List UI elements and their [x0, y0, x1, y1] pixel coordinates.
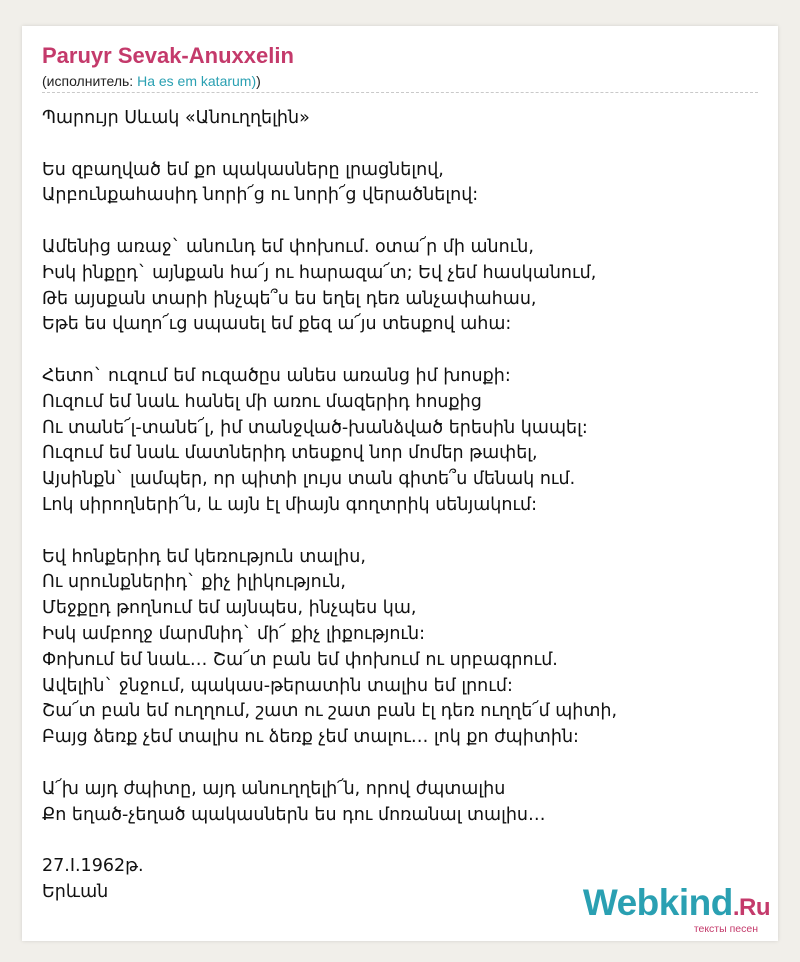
stanza-gap [42, 519, 758, 545]
lyric-line: Ես զբաղված եմ քո պակասները լրացնելով, [42, 159, 444, 180]
performer-link[interactable]: Ha es em katarum) [137, 73, 257, 89]
stanza-gap [42, 132, 758, 158]
lyric-line: Եթե ես վաղո՜ւց սպասել եմ քեզ ա՜յս տեսքով ահա: [42, 314, 512, 335]
lyric-line: Քո եղած-չեղած պակասներն ես դու մոռանալ տալիս… [42, 804, 546, 825]
performer-prefix: (исполнитель: [42, 73, 138, 89]
header-divider [42, 92, 758, 93]
song-header [42, 42, 758, 90]
stanza-gap [42, 209, 758, 235]
lyric-line: Լոկ սիրողների՜ն, և այն էլ միայն գողտրիկ սենյակում: [42, 494, 538, 515]
content-card [22, 26, 778, 941]
lyric-line: Ու տանե՜լ-տանե՜լ, իմ տանջված-խանձված երեսին կապել: [42, 417, 588, 438]
lyric-line: Այսինքն` լամպեր, որ պիտի լույս տան գիտե՞ս մենակ ում. [42, 469, 576, 490]
lyric-line: Ուզում եմ նաև մատներիդ տեսքով նոր մոմեր թափել, [42, 443, 538, 464]
lyric-line: Թե այսքան տարի ինչպե՞ս ես եղել դեռ անչափահաս, [42, 288, 537, 309]
lyric-line: Իսկ ինքըդ` այնքան հա՜յ ու հարազա՜տ; Եվ չեմ հասկանում, [42, 262, 597, 283]
lyric-line: 27.I.1962թ. [42, 856, 144, 877]
performer-suffix: ) [256, 73, 261, 89]
lyric-line: Բայց ձեռք չեմ տալիս ու ձեռք չեմ տալու… լոկ քո ժպիտին: [42, 727, 579, 748]
logo-tld: .Ru [732, 894, 770, 921]
site-logo[interactable] [583, 884, 770, 935]
lyric-line: Ավելին` ջնջում, պակաս-թերատին տալիս եմ լրում: [42, 675, 513, 696]
lyric-line: Հետո` ուզում եմ ուզածըս անես առանց իմ խոսքի: [42, 365, 511, 386]
lyric-line: Արբունքահասիդ նորի՜ց ու նորի՜ց վերածնելով: [42, 185, 479, 206]
lyric-line: Ու սրունքներիդ` քիչ իլիկություն, [42, 572, 346, 593]
stanza-gap [42, 338, 758, 364]
lyric-line: Ա՜խ այդ ժպիտը, այդ անուղղելի՜ն, որով ժպտալիս [42, 778, 506, 799]
lyric-line: Շա՜տ բան եմ ուղղում, շատ ու շատ բան էլ դեռ ուղղե՜մ պիտի, [42, 701, 618, 722]
logo-main-text: Webkind [582, 882, 733, 923]
logo-tagline: тексты песен [693, 923, 758, 935]
lyric-line: Իսկ ամբողջ մարմնիդ` մի՜ քիչ լիքություն: [42, 623, 426, 644]
lyric-line: Երևան [42, 881, 109, 902]
lyric-line: Եվ հոնքերիդ եմ կեռություն տալիս, [42, 546, 366, 567]
lyric-line: Ամենից առաջ` անունդ եմ փոխում. օտա՜ր մի անուն, [42, 236, 534, 257]
lyric-line: Փոխում եմ նաև… Շա՜տ բան եմ փոխում ու սրբագրում. [42, 649, 558, 670]
lyric-line: Ուզում եմ նաև հանել մի առու մազերիդ հոսքից [42, 391, 482, 412]
lyric-line: Պարույր Սևակ «Անուղղելին» [42, 108, 310, 128]
song-title: Paruyr Sevak-Anuxxelin [42, 43, 294, 68]
logo-wordmark [583, 884, 770, 927]
performer-line [42, 72, 758, 90]
lyrics-body [42, 106, 758, 906]
stanza-gap [42, 751, 758, 777]
stanza-gap [42, 828, 758, 854]
lyric-line: Մեջքըդ թողնում եմ այնպես, ինչպես կա, [42, 598, 417, 619]
